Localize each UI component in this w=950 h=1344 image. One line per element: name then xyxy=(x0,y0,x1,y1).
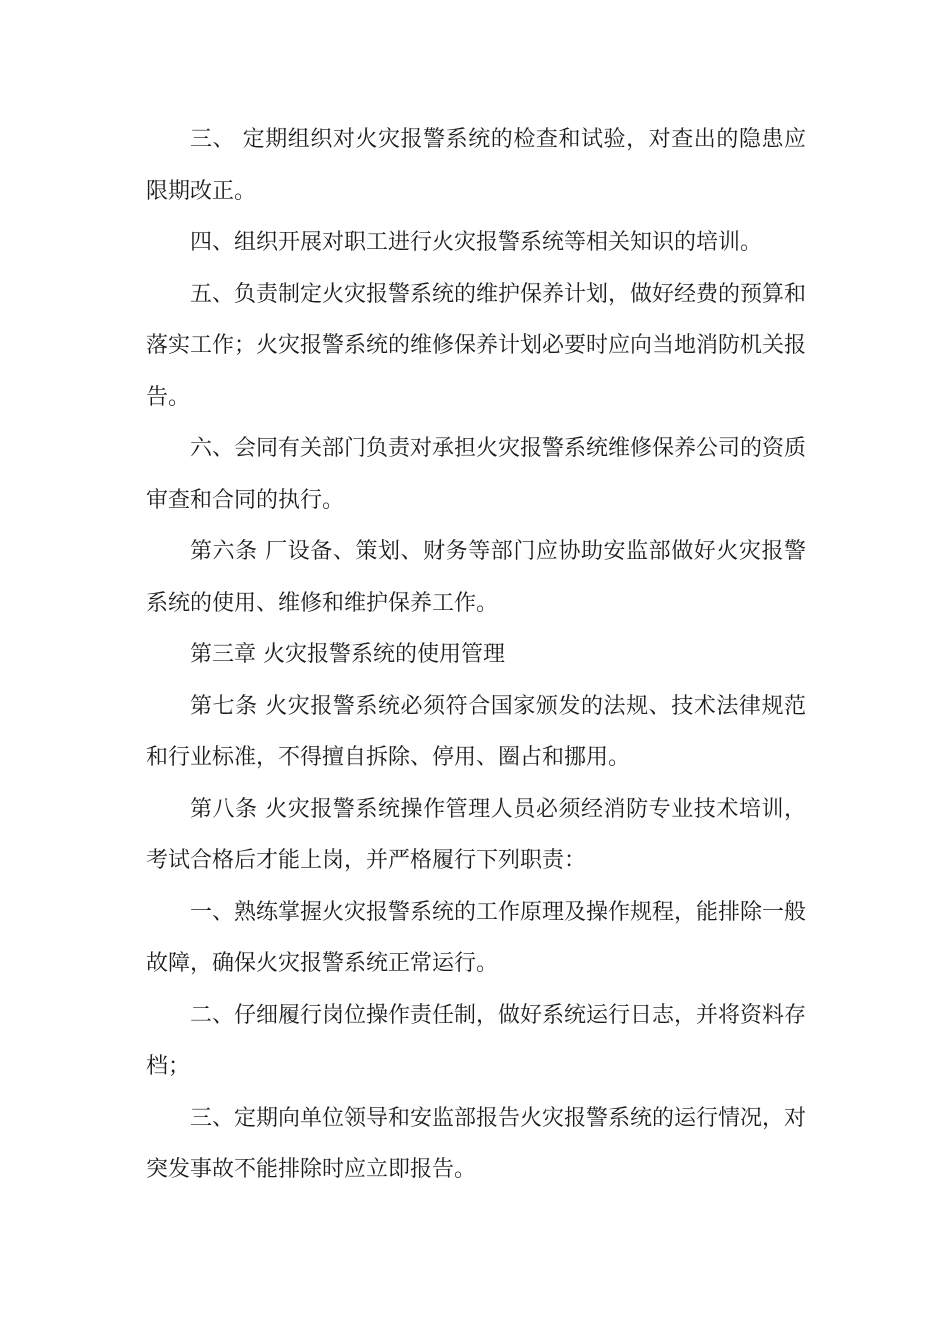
paragraph-inspection: 三、 定期组织对火灾报警系统的检查和试验，对查出的隐患应限期改正。 xyxy=(146,127,806,204)
paragraph-maintenance-plan: 五、负责制定火灾报警系统的维护保养计划，做好经费的预算和落实工作；火灾报警系统的维修保养计划必要时应向当地消防机关报告。 xyxy=(146,281,807,410)
paragraph-duty-2: 二、仔细履行岗位操作责任制，做好系统运行日志，并将资料存档； xyxy=(146,1002,807,1079)
paragraph-article-8: 第八条 火灾报警系统操作管理人员必须经消防专业技术培训，考试合格后才能上岗，并严格履行下列职责： xyxy=(146,796,806,873)
paragraph-qualification-review: 六、会同有关部门负责对承担火灾报警系统维修保养公司的资质审查和合同的执行。 xyxy=(146,436,807,513)
chapter-heading-3: 第三章 火灾报警系统的使用管理 xyxy=(190,642,505,667)
document-body xyxy=(146,114,806,1196)
paragraph-article-7: 第七条 火灾报警系统必须符合国家颁发的法规、技术法律规范和行业标准，不得擅自拆除、停用、圈占和挪用。 xyxy=(146,693,806,770)
paragraph-training: 四、组织开展对职工进行火灾报警系统等相关知识的培训。 xyxy=(190,230,763,255)
paragraph-duty-1: 一、熟练掌握火灾报警系统的工作原理及操作规程，能排除一般故障，确保火灾报警系统正常运行。 xyxy=(146,899,807,976)
paragraph-article-6: 第六条 厂设备、策划、财务等部门应协助安监部做好火灾报警系统的使用、维修和维护保养工作。 xyxy=(146,539,806,616)
paragraph-duty-3: 三、定期向单位领导和安监部报告火灾报警系统的运行情况，对突发事故不能排除时应立即报告。 xyxy=(146,1105,807,1182)
